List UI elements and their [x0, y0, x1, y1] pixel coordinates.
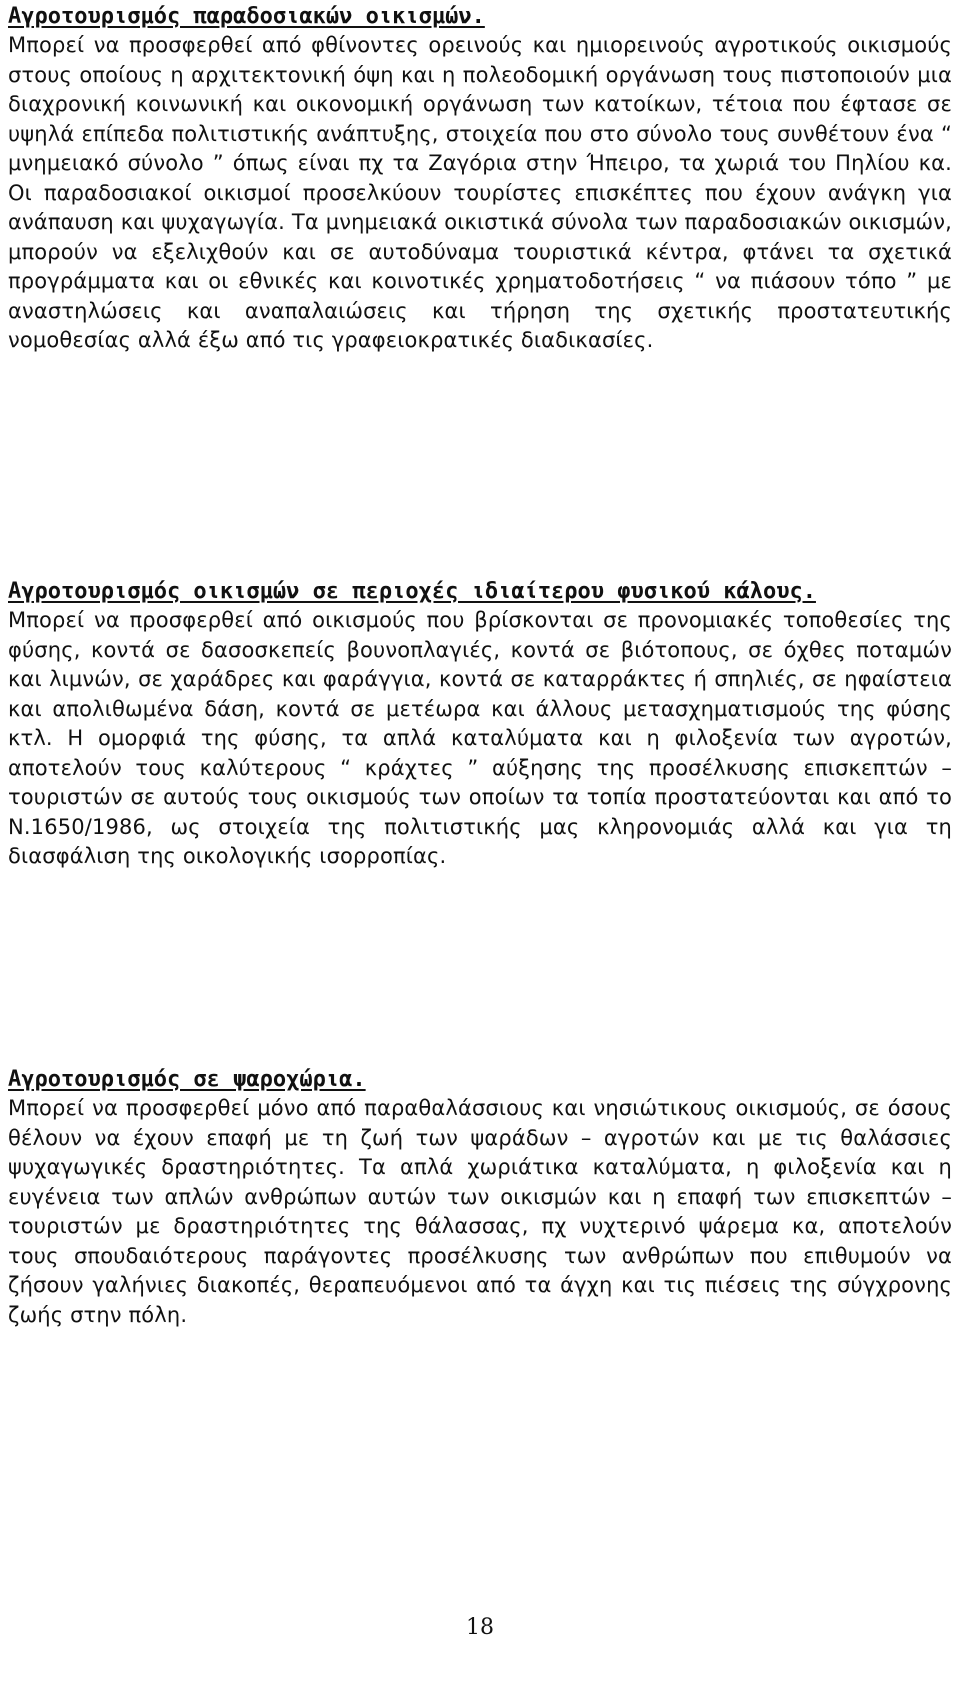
section-natural-beauty-settlements — [8, 577, 952, 872]
section-heading: Αγροτουρισμός οικισμών σε περιοχές ιδιαίτερου φυσικού κάλους. — [8, 579, 816, 604]
section-paragraph: Μπορεί να προσφερθεί μόνο από παραθαλάσσιους και νησιώτικους οικισμούς, σε όσους θέλουν να έχουν επαφή με τη ζωή των ψαράδων – αγροτών και με τις θαλάσσιες ψυχαγωγικές δραστηριότητες. Τα απλά χωριάτικα καταλύματα, η φιλοξενία και η ευγένεια των απλών ανθρώπων αυτών των οικισμών και η επαφή των επισκεπτών – τουριστών με δραστηριότητες της θάλασσας, πχ νυχτερινό ψάρεμα κα, αποτελούν τους σπουδαιότερους παράγοντες προσέλκυσης των ανθρώπων που επιθυμούν να ζήσουν γαλήνιες διακοπές, θεραπευόμενοι από τα άγχη και τις πιέσεις της σύγχρονης ζωής στην πόλη. — [8, 1096, 952, 1327]
section-traditional-settlements — [8, 2, 952, 356]
section-paragraph: Μπορεί να προσφερθεί από φθίνοντες ορεινούς και ημιορεινούς αγροτικούς οικισμούς στους οποίους η αρχιτεκτονική όψη και η πολεοδομική οργάνωση τους πιστοποιούν μια διαχρονική κοινωνική και οικονομική οργάνωση των κατοίκων, τέτοια που έφτασε σε υψηλά επίπεδα πολιτιστικής ανάπτυξης, στοιχεία που στο σύνολο τους συνθέτουν ένα “ μνημειακό σύνολο ” όπως είναι πχ τα Ζαγόρια στην Ήπειρο, τα χωριά του Πηλίου κα. Οι παραδοσιακοί οικισμοί προσελκύουν τουρίστες επισκέπτες που έχουν ανάγκη για ανάπαυση και ψυχαγωγία. Τα μνημειακά οικιστικά σύνολα των παραδοσιακών οικισμών, μπορούν να εξελιχθούν και σε αυτοδύναμα τουριστικά κέντρα, φτάνει τα σχετικά προγράμματα και οι εθνικές και κοινοτικές χρηματοδοτήσεις “ να πιάσουν τόπο ” με αναστηλώσεις και αναπαλαιώσεις και τήρηση της σχετικής προστατευτικής νομοθεσίας αλλά έξω από τις γραφειοκρατικές διαδικασίες. — [8, 33, 952, 352]
section-heading: Αγροτουρισμός παραδοσιακών οικισμών. — [8, 4, 485, 29]
section-paragraph: Μπορεί να προσφερθεί από οικισμούς που βρίσκονται σε προνομιακές τοποθεσίες της φύσης, κοντά σε δασοσκεπείς βουνοπλαγιές, κοντά σε βιότοπους, σε όχθες ποταμών και λιμνών, σε χαράδρες και φαράγγια, κοντά σε καταρράκτες ή σπηλιές, σε ηφαίστεια και απολιθωμένα δάση, κοντά σε μετέωρα και άλλους μετασχηματισμούς της φύσης κτλ. Η ομορφιά της φύσης, τα απλά καταλύματα και η φιλοξενία των αγροτών, αποτελούν τους καλύτερους “ κράχτες ” αύξησης της προσέλκυσης επισκεπτών – τουριστών σε αυτούς τους οικισμούς των οποίων τα τοπία προστατεύονται και από το Ν.1650/1986, ως στοιχεία της πολιτιστικής μας κληρονομιάς αλλά και για τη διασφάλιση της οικολογικής ισορροπίας. — [8, 608, 952, 868]
section-heading: Αγροτουρισμός σε ψαροχώρια. — [8, 1067, 366, 1092]
section-fishing-villages — [8, 1065, 952, 1330]
page-number: 18 — [466, 1615, 494, 1640]
